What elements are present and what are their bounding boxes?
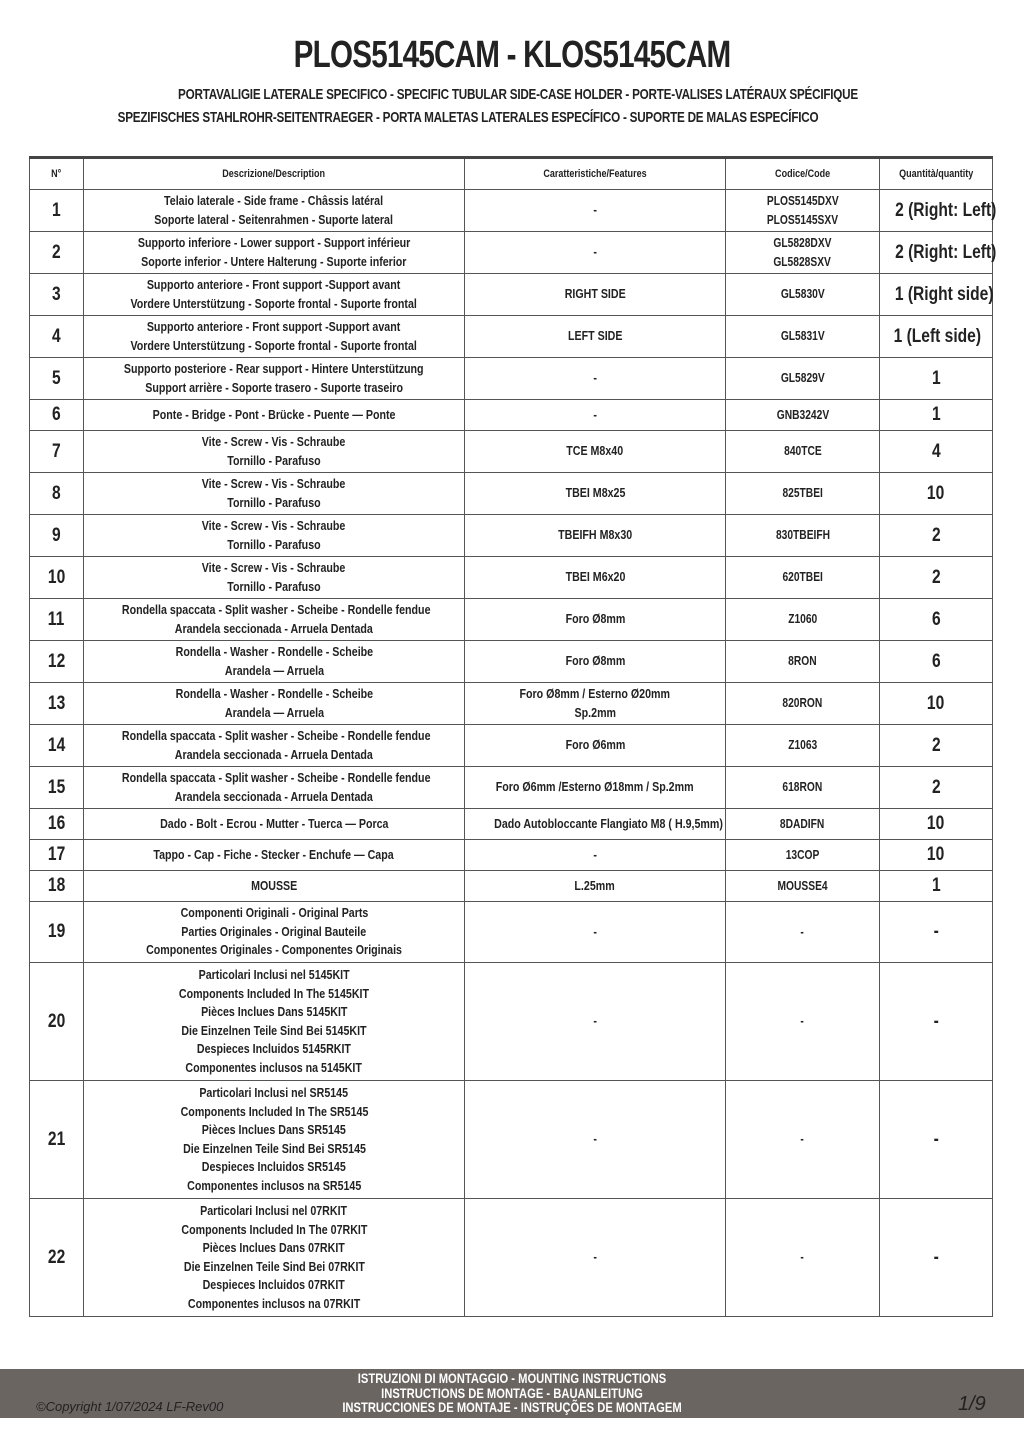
table-header-row [30, 158, 993, 190]
column-header-number: N° [30, 158, 84, 190]
table-row [30, 871, 993, 902]
item-description: Supporto inferiore - Lower support - Support inférieur Soporte inferior - Untere Halterung - Suporte inferior [84, 232, 465, 274]
item-description: Vite - Screw - Vis - Schraube Tornillo - Parafuso [84, 473, 465, 515]
item-quantity: 4 [880, 431, 993, 473]
item-code: - [726, 1081, 880, 1199]
item-features: Foro Ø6mm /Esterno Ø18mm / Sp.2mm [465, 767, 726, 809]
item-quantity: - [880, 1081, 993, 1199]
table-row [30, 902, 993, 963]
item-quantity: 6 [880, 599, 993, 641]
table-row [30, 767, 993, 809]
item-features: - [465, 190, 726, 232]
document-title: PLOS5145CAM - KLOS5145CAM [293, 34, 731, 76]
item-number: 5 [30, 358, 84, 400]
item-description: Rondella spaccata - Split washer - Scheibe - Rondelle fendue Arandela seccionada - Arruela Dentada [84, 767, 465, 809]
item-number: 16 [30, 809, 84, 840]
item-quantity: 2 [880, 767, 993, 809]
subtitle-line-2: SPEZIFISCHES STAHLROHR-SEITENTRAEGER - PORTA MALETAS LATERALES ESPECÍFICO - SUPORTE DE MALAS ESPECÍFICO [117, 109, 819, 126]
item-quantity: 10 [880, 683, 993, 725]
item-features: Foro Ø8mm [465, 599, 726, 641]
item-quantity: 2 [880, 557, 993, 599]
table-row [30, 809, 993, 840]
table-row [30, 840, 993, 871]
item-quantity: 1 [880, 358, 993, 400]
item-description: Telaio laterale - Side frame - Châssis latéral Soporte lateral - Seitenrahmen - Suporte lateral [84, 190, 465, 232]
item-description: Componenti Originali - Original Parts Parties Originales - Original Bauteile Componentes Originales - Componentes Originais [84, 902, 465, 963]
item-description: Supporto anteriore - Front support -Support avant Vordere Unterstützung - Soporte frontal - Suporte frontal [84, 316, 465, 358]
item-description: Rondella - Washer - Rondelle - Scheibe Arandela — Arruela [84, 683, 465, 725]
item-number: 7 [30, 431, 84, 473]
table-row [30, 683, 993, 725]
item-description: Ponte - Bridge - Pont - Brücke - Puente — Ponte [84, 400, 465, 431]
item-code: Z1063 [726, 725, 880, 767]
table-row [30, 1199, 993, 1317]
item-features: - [465, 902, 726, 963]
item-number: 3 [30, 274, 84, 316]
item-features: Foro Ø6mm [465, 725, 726, 767]
item-number: 6 [30, 400, 84, 431]
item-code: PLOS5145DXV PLOS5145SXV [726, 190, 880, 232]
table-row [30, 473, 993, 515]
item-description: Tappo - Cap - Fiche - Stecker - Enchufe — Capa [84, 840, 465, 871]
item-code: - [726, 902, 880, 963]
page-number: 1/9 [958, 1393, 986, 1415]
item-features: - [465, 358, 726, 400]
item-description: Dado - Bolt - Ecrou - Mutter - Tuerca — Porca [84, 809, 465, 840]
item-quantity: - [880, 902, 993, 963]
item-code: Z1060 [726, 599, 880, 641]
item-features: TBEI M6x20 [465, 557, 726, 599]
item-description: Rondella - Washer - Rondelle - Scheibe Arandela — Arruela [84, 641, 465, 683]
item-features: - [465, 232, 726, 274]
item-code: 840TCE [726, 431, 880, 473]
item-code: GNB3242V [726, 400, 880, 431]
item-number: 10 [30, 557, 84, 599]
footer-instructions [0, 1371, 1024, 1415]
item-quantity: 1 [880, 871, 993, 902]
subtitle-line-1: PORTAVALIGIE LATERALE SPECIFICO - SPECIFIC TUBULAR SIDE-CASE HOLDER - PORTE-VALISES LATÉRAUX SPÉCIFIQUE [178, 86, 858, 103]
item-code: 8RON [726, 641, 880, 683]
item-features: TBEI M8x25 [465, 473, 726, 515]
item-number: 9 [30, 515, 84, 557]
item-number: 22 [30, 1199, 84, 1317]
table-row [30, 641, 993, 683]
item-description: Supporto posteriore - Rear support - Hintere Unterstützung Support arrière - Soporte trasero - Suporte traseiro [84, 358, 465, 400]
item-features: L.25mm [465, 871, 726, 902]
item-description: Rondella spaccata - Split washer - Scheibe - Rondelle fendue Arandela seccionada - Arruela Dentada [84, 725, 465, 767]
item-number: 14 [30, 725, 84, 767]
item-features: RIGHT SIDE [465, 274, 726, 316]
table-row [30, 599, 993, 641]
footer-line-1: ISTRUZIONI DI MONTAGGIO - MOUNTING INSTRUCTIONS [357, 1370, 667, 1386]
column-header-features: Caratteristiche/Features [465, 158, 726, 190]
column-header-description: Descrizione/Description [84, 158, 465, 190]
item-quantity: 2 [880, 725, 993, 767]
table-row [30, 400, 993, 431]
item-code: - [726, 1199, 880, 1317]
column-header-code: Codice/Code [726, 158, 880, 190]
footer-line-2: INSTRUCTIONS DE MONTAGE - BAUANLEITUNG [381, 1384, 643, 1401]
item-features: TCE M8x40 [465, 431, 726, 473]
table-row [30, 316, 993, 358]
item-code: 825TBEI [726, 473, 880, 515]
item-code: 620TBEI [726, 557, 880, 599]
item-description: Rondella spaccata - Split washer - Scheibe - Rondelle fendue Arandela seccionada - Arruela Dentada [84, 599, 465, 641]
item-features: Foro Ø8mm / Esterno Ø20mm Sp.2mm [465, 683, 726, 725]
item-features: Dado Autobloccante Flangiato M8 ( H.9,5mm) [465, 809, 726, 840]
item-number: 21 [30, 1081, 84, 1199]
item-code: GL5831V [726, 316, 880, 358]
item-description: Vite - Screw - Vis - Schraube Tornillo - Parafuso [84, 431, 465, 473]
parts-table [29, 156, 997, 1317]
item-quantity: 10 [880, 473, 993, 515]
item-quantity: 1 (Right side) [880, 274, 993, 316]
item-number: 13 [30, 683, 84, 725]
item-quantity: 2 [880, 515, 993, 557]
item-quantity: 1 (Left side) [880, 316, 993, 358]
table-row [30, 515, 993, 557]
item-number: 15 [30, 767, 84, 809]
item-quantity: 10 [880, 840, 993, 871]
item-code: GL5828DXV GL5828SXV [726, 232, 880, 274]
item-code: 830TBEIFH [726, 515, 880, 557]
item-features: TBEIFH M8x30 [465, 515, 726, 557]
table-row [30, 431, 993, 473]
footer-line-3: INSTRUCCIONES DE MONTAJE - INSTRUÇÕES DE MONTAGEM [342, 1399, 682, 1415]
item-code: 820RON [726, 683, 880, 725]
column-header-quantity: Quantità/quantity [880, 158, 993, 190]
item-quantity: 10 [880, 809, 993, 840]
item-features: LEFT SIDE [465, 316, 726, 358]
item-code: - [726, 963, 880, 1081]
table-row [30, 358, 993, 400]
item-features: Foro Ø8mm [465, 641, 726, 683]
table-row [30, 725, 993, 767]
item-features: - [465, 1081, 726, 1199]
item-features: - [465, 400, 726, 431]
item-number: 19 [30, 902, 84, 963]
item-code: MOUSSE4 [726, 871, 880, 902]
table-row [30, 274, 993, 316]
item-number: 17 [30, 840, 84, 871]
parts-table-body [30, 190, 997, 1317]
item-quantity: 6 [880, 641, 993, 683]
item-description: MOUSSE [84, 871, 465, 902]
item-description: Vite - Screw - Vis - Schraube Tornillo - Parafuso [84, 557, 465, 599]
item-description: Vite - Screw - Vis - Schraube Tornillo - Parafuso [84, 515, 465, 557]
item-features: - [465, 840, 726, 871]
item-code: GL5829V [726, 358, 880, 400]
item-quantity: 2 (Right: Left) [880, 232, 993, 274]
item-quantity: 2 (Right: Left) [880, 190, 993, 232]
item-code: 618RON [726, 767, 880, 809]
item-description: Particolari Inclusi nel 07RKIT Components Included In The 07RKIT Pièces Inclues Dans 07RKIT Die Einzelnen Teile Sind Bei 07RKIT Despieces Incluidos 07RKIT Componentes inclusos na 07RKIT [84, 1199, 465, 1317]
footer-bar [0, 1369, 1024, 1418]
item-number: 11 [30, 599, 84, 641]
item-number: 8 [30, 473, 84, 515]
table-row [30, 557, 993, 599]
copyright-text: ©Copyright 1/07/2024 LF-Rev00 [36, 1399, 224, 1414]
item-code: 13COP [726, 840, 880, 871]
item-number: 20 [30, 963, 84, 1081]
table-row [30, 963, 993, 1081]
table-row [30, 1081, 993, 1199]
item-description: Particolari Inclusi nel SR5145 Components Included In The SR5145 Pièces Inclues Dans SR5145 Die Einzelnen Teile Sind Bei SR5145 Despieces Incluidos SR5145 Componentes inclusos na SR5145 [84, 1081, 465, 1199]
item-number: 4 [30, 316, 84, 358]
table-row [30, 190, 993, 232]
item-features: - [465, 963, 726, 1081]
item-number: 12 [30, 641, 84, 683]
item-number: 2 [30, 232, 84, 274]
item-number: 1 [30, 190, 84, 232]
item-code: GL5830V [726, 274, 880, 316]
item-number: 18 [30, 871, 84, 902]
table-row [30, 232, 993, 274]
item-quantity: - [880, 1199, 993, 1317]
item-code: 8DADIFN [726, 809, 880, 840]
item-features: - [465, 1199, 726, 1317]
item-quantity: 1 [880, 400, 993, 431]
item-description: Particolari Inclusi nel 5145KIT Components Included In The 5145KIT Pièces Inclues Dans 5145KIT Die Einzelnen Teile Sind Bei 5145KIT Despieces Incluidos 5145RKIT Componentes inclusos na 5145KIT [84, 963, 465, 1081]
item-quantity: - [880, 963, 993, 1081]
item-description: Supporto anteriore - Front support -Support avant Vordere Unterstützung - Soporte frontal - Suporte frontal [84, 274, 465, 316]
